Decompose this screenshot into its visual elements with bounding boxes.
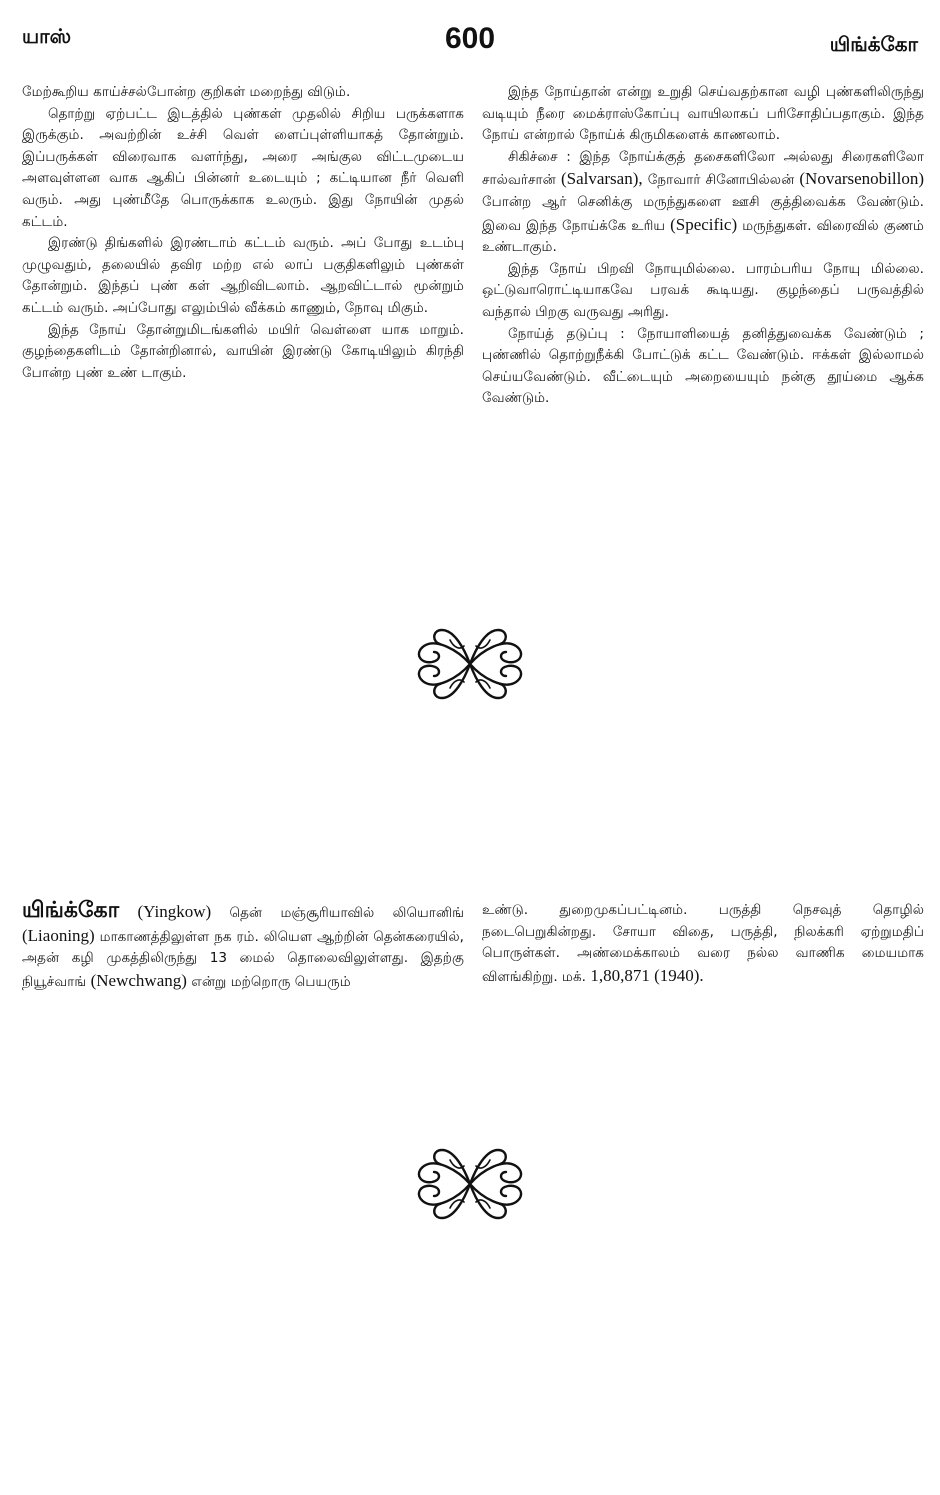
paragraph-text: என்று மற்றொரு பெயரும் xyxy=(191,973,351,990)
latin-term: (Liaoning) xyxy=(22,925,95,945)
entry-paragraph xyxy=(482,900,924,988)
paragraph-text: போன்ற ஆர் செனிக்கு மருந்துகளை ஊசி குத்திவைக்க வேண்டும். இவை இந்த நோய்க்கே உரிய xyxy=(482,193,924,234)
paragraph: நோய்த் தடுப்பு : நோயாளியைத் தனித்துவைக்க வேண்டும் ; புண்ணில் தொற்றுநீக்கி போட்டுக் கட்ட வேண்டும். ஈக்கள் இல்லாமல் செய்யவேண்டும். வீட்டையும் அறையையும் நன்கு தூய்மை ஆக்க வேண்டும். xyxy=(482,325,924,407)
latin-term: (Specific) xyxy=(670,214,738,234)
paragraph-text: மாகாணத்திலுள்ள நக ரம். லியௌ ஆற்றின் தென்கரையில், அதன் கழி முகத்திலிருந்து 13 மைல் தொலைவிலுள்ளது. இதற்கு நியூச்வாங் xyxy=(22,928,464,990)
entry-right-column xyxy=(482,900,924,988)
latin-term: (Yingkow) xyxy=(137,902,212,921)
paragraph-text: சிகிச்சை : இந்த நோய்க்குத் தசைகளிலோ அல்லது சிரைகளிலோ சால்வர்சான் xyxy=(482,148,924,189)
paragraph: தொற்று ஏற்பட்ட இடத்தில் புண்கள் முதலில் சிறிய பருக்களாக இருக்கும். அவற்றின் உச்சி வெள் ளைப்புள்ளியாகத் தோன்றும். இப்பருக்கள் விரைவாக வளர்ந்து, அரை அங்குல விட்டமுடைய அளவுள்ளன வாக ஆகிப் பின்னர் உடையும் ; கட்டியான நீர் வெளி வரும். அது புண்மீதே பொருக்காக உலரும். இது நோயின் முதல் கட்டம். xyxy=(22,105,464,230)
population-figure: 1,80,871 (1940). xyxy=(590,965,704,985)
paragraph: இந்த நோய்தான் என்று உறுதி செய்வதற்கான வழி புண்களிலிருந்து வடியும் நீரை மைக்ராஸ்கோப்பு வாயிலாகப் பரிசோதிப்பதாகும். இந்த நோய் என்றால் நோய்க் கிருமிகளைக் காணலாம். xyxy=(482,84,924,144)
top-left-column xyxy=(22,82,464,384)
paragraph: இரண்டு திங்களில் இரண்டாம் கட்டம் வரும். அப் போது உடம்பு முழுவதும், தலையில் தவிர மற்ற எல் லாப் பகுதிகளிலும் புண்கள் தோன்றும். இந்தப் புண் கள் ஆறிவிடலாம். ஆறவிட்டால் மூன்றும் கட்டம் வரும். அப்போது எலும்பில் வீக்கம் காணும், நோவு மிகும். xyxy=(22,235,464,316)
paragraph-text: மருந்துகள். விரைவில் குணம் உண்டாகும். xyxy=(482,217,924,256)
entry-paragraph xyxy=(22,900,464,993)
floral-ornament-icon xyxy=(406,620,534,708)
running-head-right: யிங்க்கோ xyxy=(829,32,918,56)
treatment-paragraph xyxy=(482,147,924,259)
running-head-left: யாஸ் xyxy=(22,24,72,48)
entry-left-column xyxy=(22,900,464,993)
entry-headword: யிங்க்கோ xyxy=(22,898,120,923)
paragraph-text: நோவார் சினோபில்லன் xyxy=(647,172,795,189)
latin-term: (Novarsenobillon) xyxy=(799,169,925,189)
paragraph-text: உண்டு. துறைமுகப்பட்டினம். பருத்தி நெசவுத் தொழில் நடைபெறுகின்றது. சோயா விதை, பருத்தி, நிலக்கரி ஏற்றுமதிப் பொருள்கள். அண்மைக்காலம் வரை நல்ல வாணிக மையமாக விளங்கிற்று. மக். xyxy=(482,902,924,985)
paragraph-text: தென் மஞ்சூரியாவில் லியொனிங் xyxy=(229,905,465,921)
latin-term: (Salvarsan), xyxy=(560,169,643,189)
latin-term: (Newchwang) xyxy=(90,970,187,990)
paragraph: இந்த நோய் தோன்றுமிடங்களில் மயிர் வெள்ளை யாக மாறும். குழந்தைகளிடம் தோன்றினால், வாயின் இரண்டு கோடியிலும் கிரந்தி போன்ற புண் உண் டாகும். xyxy=(22,321,464,381)
page-number: 600 xyxy=(444,22,496,55)
top-right-column xyxy=(482,82,924,410)
floral-ornament-icon xyxy=(406,1140,534,1228)
paragraph: மேற்கூறிய காய்ச்சல்போன்ற குறிகள் மறைந்து விடும். xyxy=(22,84,351,100)
paragraph: இந்த நோய் பிறவி நோயுமில்லை. பாரம்பரிய நோயு மில்லை. ஒட்டுவாரொட்டியாகவே பரவக் கூடியது. குழந்தைப் பருவத்தில் வந்தால் பிறகு வருவது அரிது. xyxy=(482,260,924,320)
